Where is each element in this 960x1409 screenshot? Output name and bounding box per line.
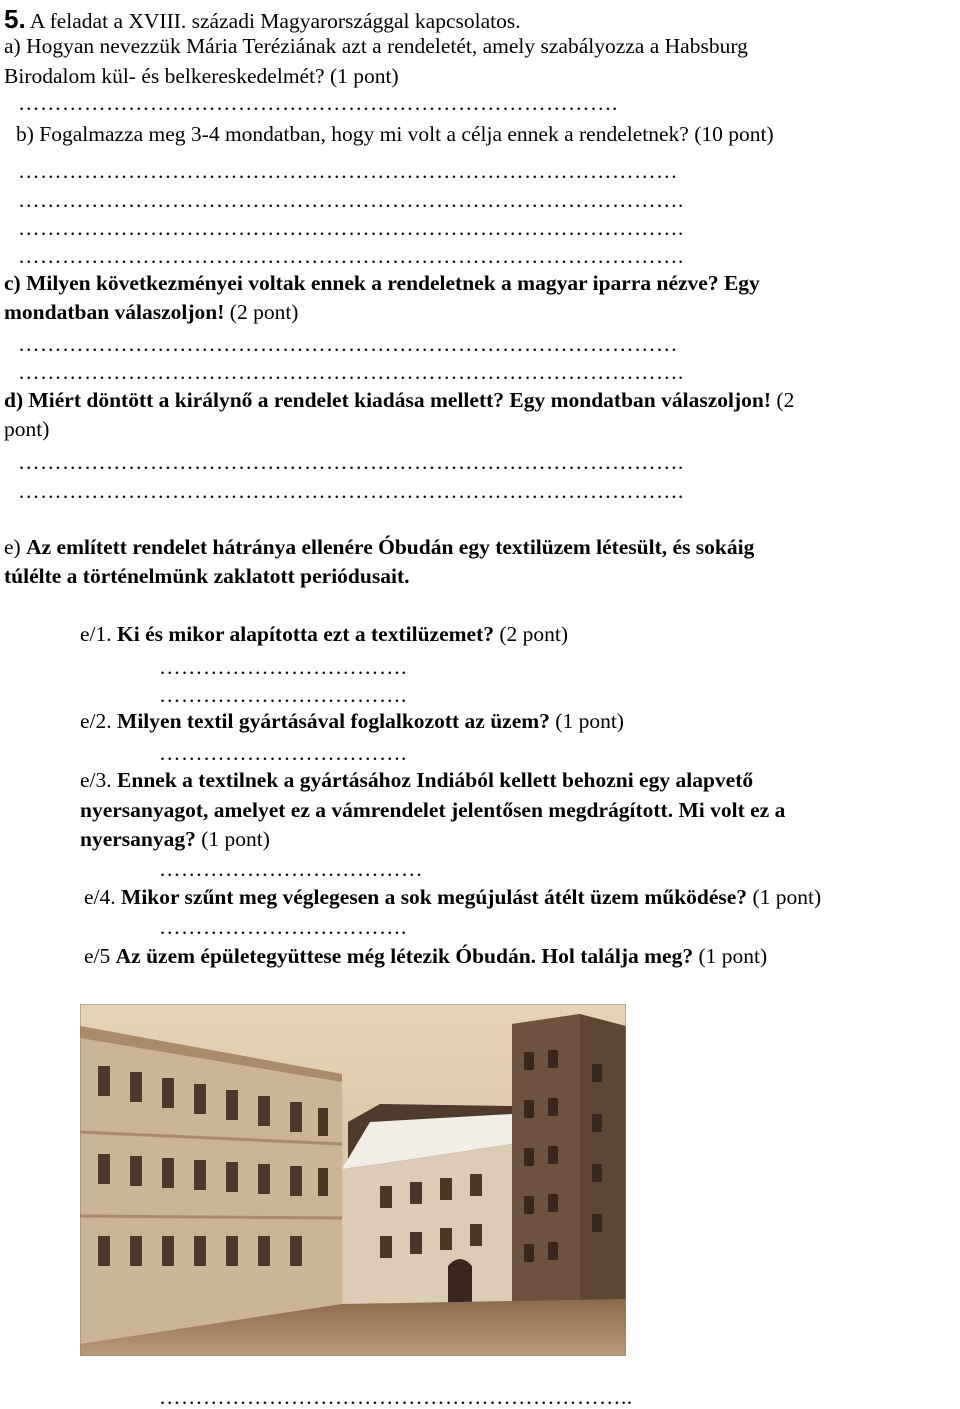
- question-b: b) Fogalmazza meg 3-4 mondatban, hogy mi volt a célja ennek a rendeletnek? (10 pont): [16, 122, 774, 146]
- question-d-points-start: (2: [776, 388, 795, 412]
- question-e-prefix: e): [4, 535, 27, 559]
- answer-e5-dots: ………………………………………………………..: [159, 1385, 633, 1409]
- answer-e3-dots: ………………………………: [159, 857, 423, 881]
- question-e2-label: e/2.: [80, 709, 118, 733]
- question-c-line2: [4, 302, 298, 324]
- question-d-text: d) Miért döntött a királynő a rendelet kiadása mellett? Egy mondatban válaszoljon!: [4, 388, 777, 412]
- question-e5-text: Az üzem épületegyüttese még létezik Óbudán. Hol találja meg?: [115, 944, 699, 968]
- answer-b-dots-2: ……………………………………………………………………………….: [18, 188, 684, 212]
- task-intro: [4, 6, 521, 33]
- answer-c-dots-2: ……………………………………………………………………………….: [18, 360, 684, 384]
- question-e4-label: e/4.: [84, 885, 122, 909]
- question-e4-points: (1 pont): [752, 885, 822, 909]
- question-e4: [84, 887, 821, 909]
- task-intro-text: A feladat a XVIII. századi Magyarországgal kapcsolatos.: [25, 9, 521, 33]
- question-c-line1: c) Milyen következményei voltak ennek a rendeletnek a magyar iparra nézve? Egy: [4, 271, 760, 295]
- answer-b-dots-4: ……………………………………………………………………………….: [18, 244, 684, 268]
- answer-e2-dots: …………………………….: [159, 741, 407, 765]
- question-e1: [80, 624, 568, 646]
- question-d-line1: [4, 390, 794, 412]
- answer-c-dots-1: ………………………………………………………………………………: [18, 332, 678, 356]
- question-e1-label: e/1.: [80, 622, 118, 646]
- question-e1-points: (2 pont): [499, 622, 569, 646]
- question-e2: [80, 711, 624, 733]
- question-e3-text-3: nyersanyag?: [80, 827, 202, 851]
- question-c-points: (2 pont): [229, 300, 299, 324]
- question-e5-label: e/5: [84, 944, 116, 968]
- question-a-line1: a) Hogyan nevezzük Mária Teréziának azt a rendeletét, amely szabályozza a Habsburg: [4, 34, 748, 58]
- answer-d-dots-2: ……………………………………………………………………………….: [18, 479, 684, 503]
- question-e3-label: e/3.: [80, 768, 118, 792]
- factory-building-photo: [80, 1004, 626, 1356]
- question-e5: [84, 946, 767, 968]
- question-e-text: Az említett rendelet hátránya ellenére Óbudán egy textilüzem létesült, és sokáig: [26, 535, 755, 559]
- question-e3-line2: nyersanyagot, amelyet ez a vámrendelet jelentősen megdrágított. Mi volt ez a: [80, 798, 786, 822]
- question-e-line1: [4, 537, 754, 559]
- question-e3-line3: [80, 829, 270, 851]
- answer-e1-dots-1: …………………………….: [159, 655, 407, 679]
- question-e5-points: (1 pont): [698, 944, 768, 968]
- answer-e1-dots-2: …………………………….: [159, 683, 407, 707]
- task-number: 5.: [4, 4, 26, 34]
- question-e2-points: (1 pont): [555, 709, 624, 733]
- question-e-line2: túlélte a történelmünk zaklatott periódusait.: [4, 564, 410, 588]
- question-e1-text: Ki és mikor alapította ezt a textilüzemet?: [117, 622, 500, 646]
- question-e4-text: Mikor szűnt meg véglegesen a sok megújulást átélt üzem működése?: [121, 885, 753, 909]
- question-e3-points: (1 pont): [201, 827, 270, 851]
- question-d-line2: pont): [4, 417, 50, 441]
- question-a-line2: Birodalom kül- és belkereskedelmét? (1 pont): [4, 64, 399, 88]
- answer-b-dots-1: ………………………………………………………………………………: [18, 159, 678, 183]
- answer-a-dots: ……………………………………………………………………….: [18, 91, 618, 115]
- question-e3-line1: [80, 770, 753, 792]
- question-e2-text: Milyen textil gyártásával foglalkozott az üzem?: [117, 709, 556, 733]
- answer-e4-dots: …………………………….: [159, 915, 407, 939]
- answer-b-dots-3: ……………………………………………………………………………….: [18, 216, 684, 240]
- question-e3-text-1: Ennek a textilnek a gyártásához Indiából kellett behozni egy alapvető: [117, 768, 754, 792]
- answer-d-dots-1: ……………………………………………………………………………….: [18, 450, 684, 474]
- question-c-text: mondatban válaszoljon!: [4, 300, 230, 324]
